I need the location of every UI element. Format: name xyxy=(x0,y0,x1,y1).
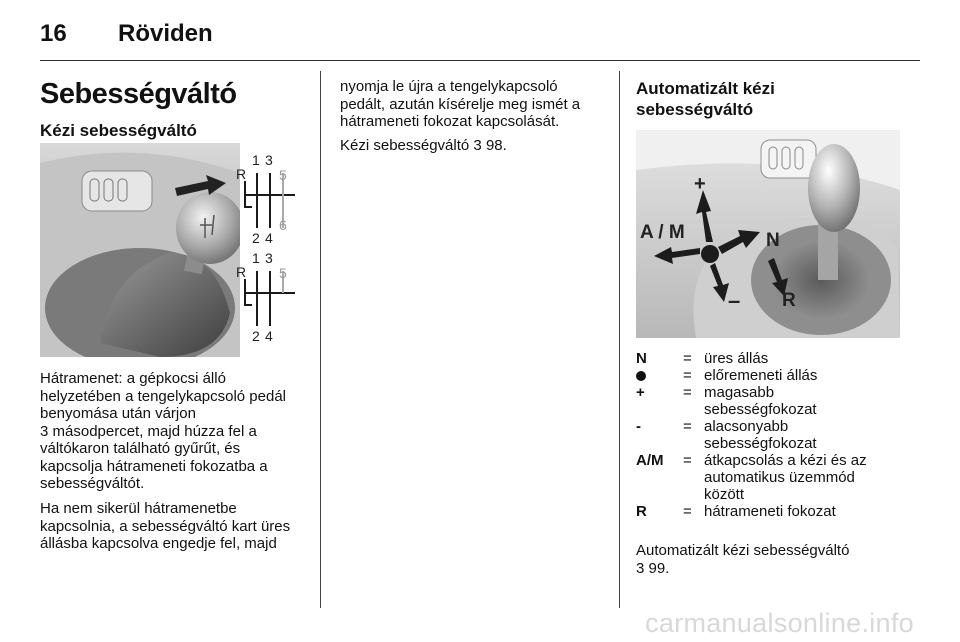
reference-page: 98. xyxy=(485,137,507,154)
automated-gearshift-figure xyxy=(636,130,900,338)
gear-label: 2 xyxy=(252,328,260,344)
text-line: helyzetében a tengelykapcsoló pedál xyxy=(40,387,287,405)
text-line: hátrameneti fokozat kapcsolását. xyxy=(340,113,560,130)
definition-key: R xyxy=(636,503,647,520)
definition-row xyxy=(636,367,916,384)
heading-line: sebességváltó xyxy=(636,100,754,119)
reverse-instructions xyxy=(40,370,286,493)
manual-transmission-reference[interactable] xyxy=(340,137,507,155)
text-line: Ha nem sikerül hátramenetbe xyxy=(40,500,237,517)
definition-row xyxy=(636,350,916,367)
gear-label: 5 xyxy=(279,167,287,183)
page-reference-icon: 3 xyxy=(636,559,645,577)
definition-row xyxy=(636,384,916,418)
text-line: kapcsolja hátrameneti fokozatba a xyxy=(40,457,268,475)
definition-text: sebességfokozat xyxy=(704,401,817,418)
definition-key: - xyxy=(636,418,641,435)
gear-label-r: R xyxy=(236,264,247,280)
section-title: Röviden xyxy=(118,20,213,47)
manual-gearshift-figure xyxy=(40,143,302,357)
gear-label: 5 xyxy=(279,265,287,281)
text-line: állásba kapcsolva engedje fel, majd xyxy=(40,535,277,552)
n-label: N xyxy=(766,230,780,251)
definition-text: hátrameneti fokozat xyxy=(704,503,836,520)
reverse-retry-continued xyxy=(340,78,580,131)
page-reference-icon: 3 xyxy=(473,137,482,154)
definition-text: között xyxy=(704,486,745,503)
gear-label: 4 xyxy=(265,328,273,344)
definition-key: A/M xyxy=(636,452,664,469)
equals-sign: = xyxy=(683,350,692,367)
gear-label: 2 xyxy=(252,230,260,246)
definition-text: átkapcsolás a kézi és az xyxy=(704,452,867,469)
reverse-retry-instructions xyxy=(40,500,290,553)
definition-text: előremeneti állás xyxy=(704,367,818,384)
equals-sign: = xyxy=(683,503,692,520)
equals-sign: = xyxy=(683,384,692,401)
text-line: 3 másodpercet, majd húzza fel a xyxy=(40,422,257,440)
definition-key: + xyxy=(636,384,645,401)
am-label: A / M xyxy=(640,222,685,243)
automated-gearshift-illustration xyxy=(636,130,900,338)
column-divider-1 xyxy=(320,71,321,608)
text-line: Hátramenet: a gépkocsi álló xyxy=(40,370,226,387)
reference-text: Automatizált kézi sebességváltó xyxy=(636,542,850,559)
manual-gearshift-illustration xyxy=(40,143,302,357)
definition-key: N xyxy=(636,350,647,367)
definition-row xyxy=(636,503,916,520)
text-line: benyomása után várjon xyxy=(40,405,196,422)
filled-circle-icon xyxy=(636,367,646,385)
definition-text: sebességfokozat xyxy=(704,435,817,452)
definition-row xyxy=(636,418,916,452)
watermark: carmanualsonline.info xyxy=(645,608,914,638)
gear-label: 1 xyxy=(252,250,260,266)
plus-label: + xyxy=(694,173,706,195)
text-line: kapcsolnia, a sebességváltó kart üres xyxy=(40,517,291,535)
gear-label: 6 xyxy=(279,217,287,233)
definition-text: magasabb xyxy=(704,384,775,401)
reference-page: 99. xyxy=(648,559,670,577)
manual-transmission-heading: Kézi sebességváltó xyxy=(40,121,197,140)
gear-label: 3 xyxy=(265,152,273,168)
symbol-definition-list xyxy=(636,350,916,520)
automated-transmission-heading xyxy=(636,78,775,120)
page-heading: Sebességváltó xyxy=(40,78,237,110)
minus-label: – xyxy=(728,288,741,313)
r-label: R xyxy=(782,290,796,311)
equals-sign: = xyxy=(683,418,692,435)
gear-label: 4 xyxy=(265,230,273,246)
column-divider-2 xyxy=(619,71,620,608)
text-line: pedált, azután kísérelje meg ismét a xyxy=(340,95,581,113)
definition-text: alacsonyabb xyxy=(704,418,789,435)
definition-row xyxy=(636,452,916,503)
automated-transmission-reference[interactable] xyxy=(636,542,849,577)
heading-line: Automatizált kézi xyxy=(636,79,775,98)
definition-text: automatikus üzemmód xyxy=(704,469,855,486)
equals-sign: = xyxy=(683,452,692,469)
header-rule xyxy=(40,60,920,61)
text-line: nyomja le újra a tengelykapcsoló xyxy=(340,78,558,95)
gear-label-r: R xyxy=(236,166,247,182)
text-line: váltókaron található gyűrűt, és xyxy=(40,440,241,457)
reference-text: Kézi sebességváltó xyxy=(340,137,470,154)
equals-sign: = xyxy=(683,367,692,384)
gear-label: 1 xyxy=(252,152,260,168)
definition-text: üres állás xyxy=(704,350,769,367)
text-line: sebességváltót. xyxy=(40,475,145,492)
gear-label: 3 xyxy=(265,250,273,266)
page-number: 16 xyxy=(40,20,67,47)
